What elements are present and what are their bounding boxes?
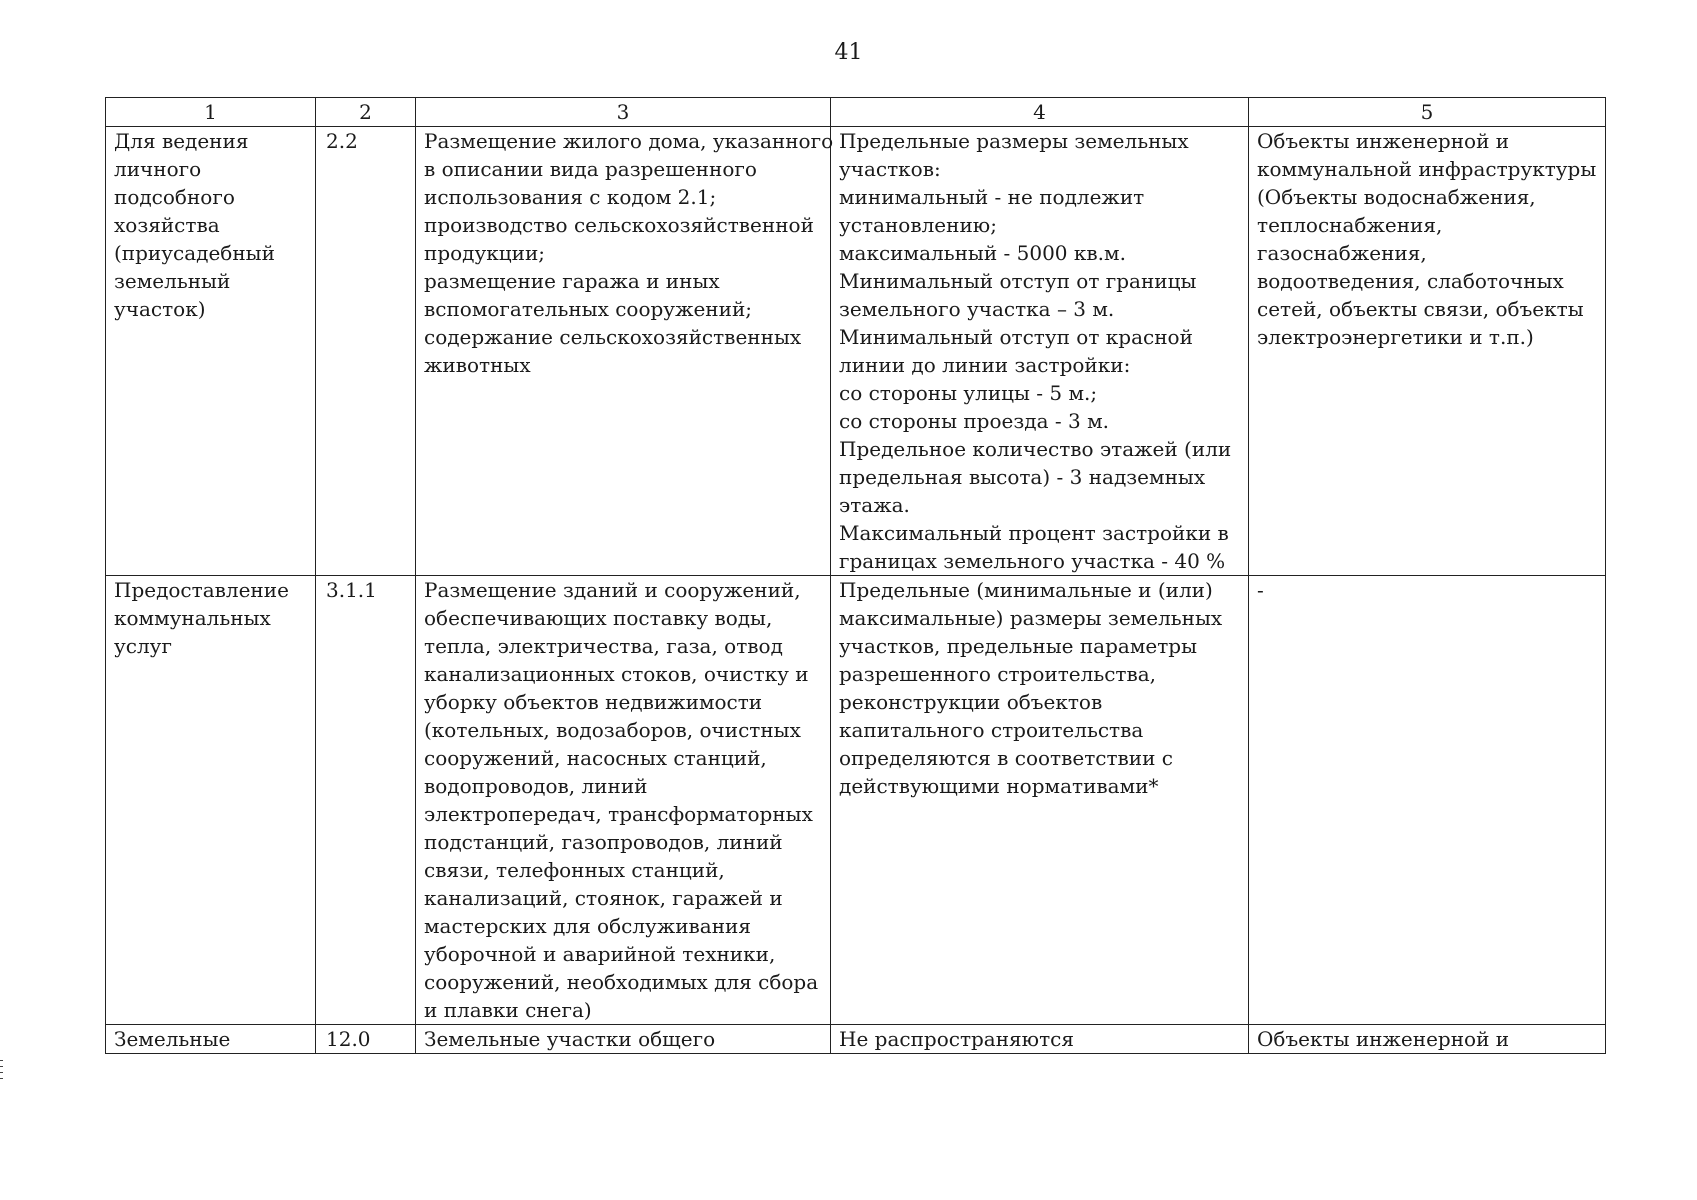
- cell-text-line: 3.1.1: [326, 578, 377, 602]
- cell-text-line: Минимальный отступ от границы: [839, 269, 1197, 293]
- cell-text-line: со стороны улицы - 5 м.;: [839, 381, 1098, 405]
- cell-text-line: вспомогательных сооружений;: [424, 297, 753, 321]
- column-header: 5: [1249, 98, 1606, 127]
- cell-text-line: сооружений, насосных станций,: [424, 746, 767, 770]
- land-use-code-cell: [316, 127, 416, 576]
- auxiliary-objects-cell: [1249, 576, 1606, 1025]
- cell-text-line: электроэнергетики и т.п.): [1257, 325, 1534, 349]
- cell-text-line: хозяйства: [114, 213, 220, 237]
- land-use-description-cell: [416, 1025, 831, 1054]
- cell-text-line: (приусадебный: [114, 241, 275, 265]
- cell-text-line: участок): [114, 297, 206, 321]
- table-header-row: [106, 98, 1606, 127]
- cell-text-line: (котельных, водозаборов, очистных: [424, 718, 801, 742]
- cell-text-line: реконструкции объектов: [839, 690, 1103, 714]
- cell-text-line: услуг: [114, 634, 172, 658]
- cell-text-line: обеспечивающих поставку воды,: [424, 606, 773, 630]
- cell-text-line: максимальные) размеры земельных: [839, 606, 1223, 630]
- cell-text-line: минимальный - не подлежит: [839, 185, 1145, 209]
- cell-text-line: теплоснабжения,: [1257, 213, 1443, 237]
- cell-text-line: действующими нормативами*: [839, 774, 1159, 798]
- page-number: 41: [834, 40, 863, 65]
- cell-text-line: Минимальный отступ от красной: [839, 325, 1193, 349]
- cell-text-line: связи, телефонных станций,: [424, 858, 725, 882]
- cell-text-line: границах земельного участка - 40 %: [839, 549, 1226, 573]
- cell-text-line: Объекты инженерной и: [1257, 1027, 1510, 1051]
- cell-text-line: земельный: [114, 269, 231, 293]
- column-header: 1: [106, 98, 316, 127]
- land-use-parameters-cell: [831, 127, 1249, 576]
- cell-text-line: Не распространяются: [839, 1027, 1074, 1051]
- land-use-description-cell: [416, 127, 834, 576]
- cell-text-line: 12.0: [326, 1027, 371, 1051]
- cell-text-line: тепла, электричества, газа, отвод: [424, 634, 783, 658]
- cell-text-line: Размещение жилого дома, указанного: [424, 129, 834, 153]
- cell-text-line: участков, предельные параметры: [839, 634, 1198, 658]
- cell-text-line: использования с кодом 2.1;: [424, 185, 717, 209]
- cell-text-line: Предельное количество этажей (или: [839, 437, 1232, 461]
- column-header: 4: [831, 98, 1249, 127]
- cell-text-line: (Объекты водоснабжения,: [1257, 185, 1536, 209]
- cell-text-line: продукции;: [424, 241, 546, 265]
- cell-text-line: водопроводов, линий: [424, 774, 648, 798]
- cell-text-line: в описании вида разрешенного: [424, 157, 757, 181]
- cell-text-line: сетей, объекты связи, объекты: [1257, 297, 1584, 321]
- cell-text-line: уборочной и аварийной техники,: [424, 942, 776, 966]
- cell-text-line: уборку объектов недвижимости: [424, 690, 763, 714]
- land-use-parameters-cell: [831, 1025, 1249, 1054]
- cell-text-line: участков:: [839, 157, 941, 181]
- zoning-table: [105, 97, 1606, 1054]
- auxiliary-objects-cell: [1249, 1025, 1606, 1054]
- cell-text-line: Предельные размеры земельных: [839, 129, 1189, 153]
- cell-text-line: Размещение зданий и сооружений,: [424, 578, 801, 602]
- scan-marks: [0, 1060, 3, 1084]
- cell-text-line: подстанций, газопроводов, линий: [424, 830, 783, 854]
- cell-text-line: канализационных стоков, очистку и: [424, 662, 809, 686]
- cell-text-line: определяются в соответствии с: [839, 746, 1174, 770]
- cell-text-line: капитального строительства: [839, 718, 1144, 742]
- cell-text-line: Предоставление: [114, 578, 289, 602]
- land-use-name-cell: [106, 1025, 316, 1054]
- cell-text-line: сооружений, необходимых для сбора: [424, 970, 819, 994]
- cell-text-line: содержание сельскохозяйственных: [424, 325, 802, 349]
- cell-text-line: коммунальных: [114, 606, 271, 630]
- cell-text-line: животных: [424, 353, 531, 377]
- cell-text-line: размещение гаража и иных: [424, 269, 720, 293]
- cell-text-line: электропередач, трансформаторных: [424, 802, 813, 826]
- cell-text-line: мастерских для обслуживания: [424, 914, 751, 938]
- cell-text-line: разрешенного строительства,: [839, 662, 1157, 686]
- cell-text-line: водоотведения, слаботочных: [1257, 269, 1564, 293]
- cell-text-line: подсобного: [114, 185, 235, 209]
- land-use-code-cell: [316, 1025, 416, 1054]
- table-row: [106, 127, 1606, 576]
- cell-text-line: установлению;: [839, 213, 997, 237]
- cell-text-line: со стороны проезда - 3 м.: [839, 409, 1109, 433]
- cell-text-line: Предельные (минимальные и (или): [839, 578, 1213, 602]
- cell-text-line: этажа.: [839, 493, 910, 517]
- cell-text-line: и плавки снега): [424, 998, 592, 1022]
- cell-text-line: коммунальной инфраструктуры: [1257, 157, 1597, 181]
- column-header: 2: [316, 98, 416, 127]
- auxiliary-objects-cell: [1249, 127, 1606, 576]
- land-use-name-cell: [106, 127, 316, 576]
- cell-text-line: линии до линии застройки:: [839, 353, 1131, 377]
- cell-text-line: Для ведения: [114, 129, 249, 153]
- cell-text-line: земельного участка – 3 м.: [839, 297, 1115, 321]
- cell-text-line: Земельные: [114, 1027, 231, 1051]
- cell-text-line: максимальный - 5000 кв.м.: [839, 241, 1126, 265]
- cell-text-line: 2.2: [326, 129, 358, 153]
- cell-text-line: -: [1257, 578, 1264, 602]
- land-use-name-cell: [106, 576, 316, 1025]
- cell-text-line: газоснабжения,: [1257, 241, 1427, 265]
- cell-text-line: Максимальный процент застройки в: [839, 521, 1229, 545]
- land-use-code-cell: [316, 576, 416, 1025]
- land-use-description-cell: [416, 576, 831, 1025]
- cell-text-line: личного: [114, 157, 202, 181]
- cell-text-line: предельная высота) - 3 надземных: [839, 465, 1206, 489]
- land-use-parameters-cell: [831, 576, 1249, 1025]
- table-row: [106, 1025, 1606, 1054]
- column-header: 3: [416, 98, 831, 127]
- cell-text-line: производство сельскохозяйственной: [424, 213, 814, 237]
- cell-text-line: Земельные участки общего: [424, 1027, 716, 1051]
- cell-text-line: Объекты инженерной и: [1257, 129, 1510, 153]
- table-row: [106, 576, 1606, 1025]
- cell-text-line: канализаций, стоянок, гаражей и: [424, 886, 783, 910]
